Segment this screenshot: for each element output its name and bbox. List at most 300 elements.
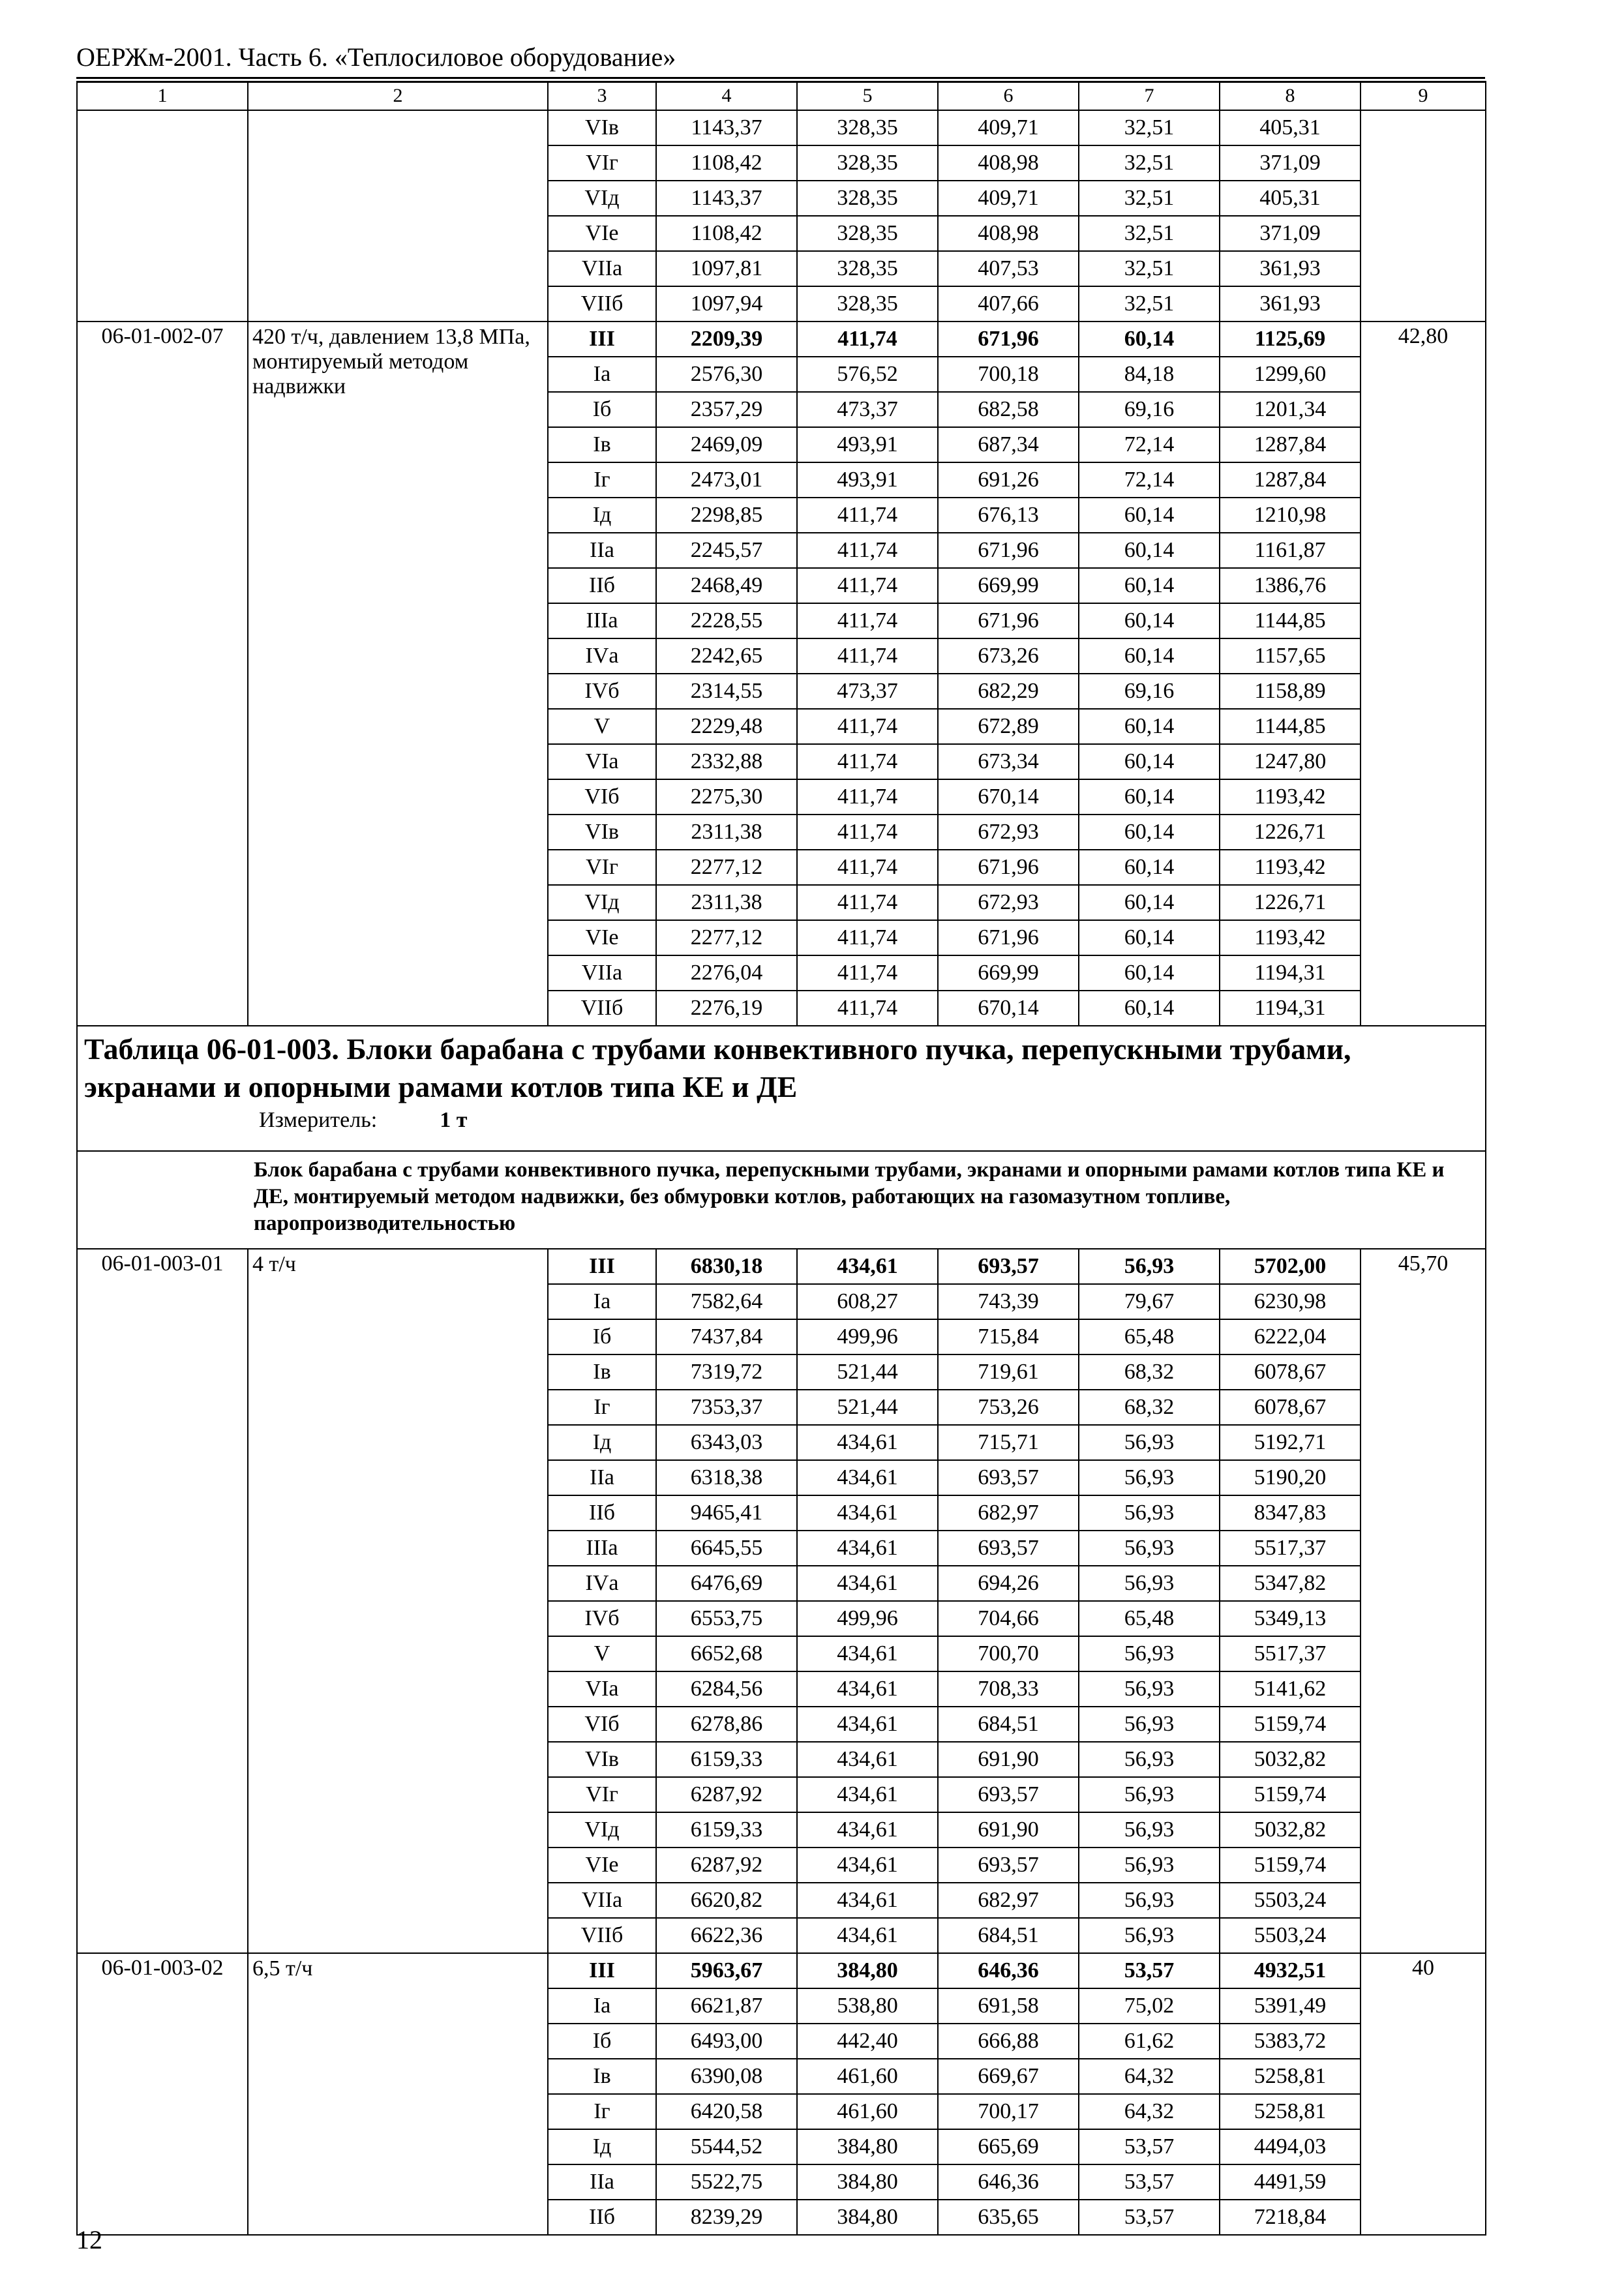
column-number-cell: 8 (1220, 82, 1361, 110)
table-cell-c3: VIIа (548, 955, 656, 991)
table-cell-c7: 56,93 (1079, 1460, 1220, 1495)
table-cell-c3: VIа (548, 1671, 656, 1707)
table-cell-c7: 56,93 (1079, 1848, 1220, 1883)
table-cell-c7: 56,93 (1079, 1883, 1220, 1918)
table-cell-c6: 684,51 (938, 1707, 1079, 1742)
table-cell-c7: 60,14 (1079, 920, 1220, 955)
table-cell-c4: 6621,87 (656, 1988, 797, 2024)
table-cell-c3: VIб (548, 1707, 656, 1742)
table-cell-c6: 700,18 (938, 357, 1079, 392)
item-code-cell: 06-01-002-07 (77, 322, 248, 1026)
table-cell-c4: 6622,36 (656, 1918, 797, 1953)
column-number-cell: 3 (548, 82, 656, 110)
table-cell-c4: 2311,38 (656, 815, 797, 850)
table-cell-c6: 743,39 (938, 1284, 1079, 1319)
table-cell-c5: 328,35 (797, 145, 938, 181)
column-number-cell: 7 (1079, 82, 1220, 110)
table-cell-c6: 691,26 (938, 462, 1079, 498)
table-cell-c7: 60,14 (1079, 568, 1220, 603)
table-cell-c7: 64,32 (1079, 2059, 1220, 2094)
table-cell-c8: 5141,62 (1220, 1671, 1361, 1707)
table-cell-c3: VIв (548, 815, 656, 850)
table-cell-c5: 328,35 (797, 251, 938, 286)
item-name-cell: 420 т/ч, давлением 13,8 МПа, монтируемый методом надвижки (248, 322, 548, 1026)
table-cell-c7: 60,14 (1079, 850, 1220, 885)
table-cell-c4: 6284,56 (656, 1671, 797, 1707)
table-cell-c5: 434,61 (797, 1531, 938, 1566)
table-cell-c3: VIIб (548, 1918, 656, 1953)
table-cell-c5: 384,80 (797, 1953, 938, 1988)
table-cell-c6: 673,34 (938, 744, 1079, 779)
table-cell-c5: 434,61 (797, 1566, 938, 1601)
table-cell-c8: 6078,67 (1220, 1390, 1361, 1425)
table-cell-c4: 6343,03 (656, 1425, 797, 1460)
table-cell-c4: 1143,37 (656, 110, 797, 145)
table-cell-c8: 5517,37 (1220, 1636, 1361, 1671)
table-cell-c4: 6476,69 (656, 1566, 797, 1601)
item-mass-cell: 45,70 (1361, 1249, 1486, 1953)
table-cell-c8: 1299,60 (1220, 357, 1361, 392)
table-cell-c6: 407,66 (938, 286, 1079, 322)
table-cell-c8: 1247,80 (1220, 744, 1361, 779)
table-cell-c6: 694,26 (938, 1566, 1079, 1601)
table-cell-c4: 6318,38 (656, 1460, 797, 1495)
table-cell-c7: 56,93 (1079, 1531, 1220, 1566)
table-cell-c8: 1287,84 (1220, 427, 1361, 462)
table-cell-c5: 434,61 (797, 1812, 938, 1848)
table-cell-c3: Iа (548, 1988, 656, 2024)
table-cell-c6: 635,65 (938, 2200, 1079, 2235)
table-cell-c8: 5192,71 (1220, 1425, 1361, 1460)
table-cell-c4: 6159,33 (656, 1742, 797, 1777)
table-cell-c3: IIа (548, 2164, 656, 2200)
column-number-cell: 1 (77, 82, 248, 110)
table-cell-c7: 53,57 (1079, 2200, 1220, 2235)
table-cell-c4: 6553,75 (656, 1601, 797, 1636)
table-cell-c3: IVб (548, 1601, 656, 1636)
table-cell-c3: VIг (548, 145, 656, 181)
table-cell-c4: 2473,01 (656, 462, 797, 498)
table-cell-c7: 53,57 (1079, 1953, 1220, 1988)
table-cell-c4: 6652,68 (656, 1636, 797, 1671)
table-cell-c6: 687,34 (938, 427, 1079, 462)
table-cell-c6: 693,57 (938, 1460, 1079, 1495)
table-cell-c7: 56,93 (1079, 1742, 1220, 1777)
table-cell-c4: 2277,12 (656, 920, 797, 955)
table-cell-c3: VIг (548, 850, 656, 885)
table-cell-c5: 411,74 (797, 815, 938, 850)
table-cell-c3: Iг (548, 1390, 656, 1425)
table-cell-c3: Iб (548, 392, 656, 427)
table-cell-c6: 409,71 (938, 110, 1079, 145)
table-cell-c3: VIг (548, 1777, 656, 1812)
table-cell-c8: 1144,85 (1220, 709, 1361, 744)
table-cell-c3: III (548, 1249, 656, 1284)
table-cell-c6: 691,90 (938, 1812, 1079, 1848)
table-cell-c8: 4491,59 (1220, 2164, 1361, 2200)
item-code-cell: 06-01-003-01 (77, 1249, 248, 1953)
table-cell-c6: 704,66 (938, 1601, 1079, 1636)
price-table (76, 81, 1486, 2236)
table-cell-c6: 682,29 (938, 674, 1079, 709)
table-cell-c3: VIIа (548, 251, 656, 286)
table-cell-c3: VIа (548, 744, 656, 779)
table-cell-c3: V (548, 709, 656, 744)
table-cell-c7: 56,93 (1079, 1918, 1220, 1953)
table-cell-c3: Iг (548, 2094, 656, 2129)
column-number-cell: 4 (656, 82, 797, 110)
table-cell-c8: 5032,82 (1220, 1742, 1361, 1777)
table-cell-c4: 6620,82 (656, 1883, 797, 1918)
table-cell-c8: 5258,81 (1220, 2059, 1361, 2094)
table-cell-c8: 1287,84 (1220, 462, 1361, 498)
table-cell-c3: V (548, 1636, 656, 1671)
table-cell-c7: 60,14 (1079, 744, 1220, 779)
table-cell-c8: 5503,24 (1220, 1883, 1361, 1918)
measure-label: Измеритель: (259, 1108, 378, 1132)
table-cell-c5: 411,74 (797, 955, 938, 991)
table-cell-c6: 682,97 (938, 1883, 1079, 1918)
table-cell-c5: 499,96 (797, 1319, 938, 1354)
table-cell-c8: 1158,89 (1220, 674, 1361, 709)
table-cell-c5: 434,61 (797, 1671, 938, 1707)
table-cell-c5: 384,80 (797, 2129, 938, 2164)
table-cell-c6: 676,13 (938, 498, 1079, 533)
table-cell-c4: 2229,48 (656, 709, 797, 744)
table-cell-c3: VIIб (548, 286, 656, 322)
table-row (77, 110, 1486, 145)
table-cell-c7: 56,93 (1079, 1495, 1220, 1531)
table-cell-c7: 68,32 (1079, 1390, 1220, 1425)
measure-line (259, 1107, 1479, 1133)
table-cell-c6: 671,96 (938, 850, 1079, 885)
table-cell-c8: 1125,69 (1220, 322, 1361, 357)
table-cell-c5: 328,35 (797, 216, 938, 251)
table-cell-c5: 434,61 (797, 1742, 938, 1777)
table-cell-c4: 6420,58 (656, 2094, 797, 2129)
table-cell-c7: 72,14 (1079, 462, 1220, 498)
table-cell-c8: 1157,65 (1220, 638, 1361, 674)
table-title: Таблица 06-01-003. Блоки барабана с трубами конвективного пучка, перепускными трубами, экранами и опорными рамами котлов типа КЕ и ДЕ (84, 1032, 1351, 1103)
table-cell-c3: Iб (548, 2024, 656, 2059)
table-cell-c4: 2228,55 (656, 603, 797, 638)
table-cell-c3: IVа (548, 638, 656, 674)
table-cell-c4: 2298,85 (656, 498, 797, 533)
item-code-cell: 06-01-003-02 (77, 1953, 248, 2235)
table-cell-c7: 69,16 (1079, 674, 1220, 709)
table-cell-c8: 7218,84 (1220, 2200, 1361, 2235)
item-code-cell (77, 110, 248, 322)
table-cell-c5: 411,74 (797, 920, 938, 955)
table-cell-c6: 693,57 (938, 1531, 1079, 1566)
table-cell-c6: 693,57 (938, 1249, 1079, 1284)
table-cell-c5: 608,27 (797, 1284, 938, 1319)
table-cell-c7: 56,93 (1079, 1812, 1220, 1848)
table-cell-c4: 7319,72 (656, 1354, 797, 1390)
table-cell-c8: 5159,74 (1220, 1848, 1361, 1883)
table-cell-c8: 5159,74 (1220, 1707, 1361, 1742)
table-cell-c3: Iб (548, 1319, 656, 1354)
table-cell-c7: 61,62 (1079, 2024, 1220, 2059)
table-cell-c6: 646,36 (938, 2164, 1079, 2200)
table-cell-c7: 68,32 (1079, 1354, 1220, 1390)
table-cell-c6: 669,67 (938, 2059, 1079, 2094)
table-cell-c7: 32,51 (1079, 251, 1220, 286)
table-cell-c6: 669,99 (938, 955, 1079, 991)
table-cell-c6: 669,99 (938, 568, 1079, 603)
column-number-cell: 6 (938, 82, 1079, 110)
page-header: ОЕРЖм-2001. Часть 6. «Теплосиловое оборудование» (76, 42, 676, 72)
table-cell-c3: VIб (548, 779, 656, 815)
table-cell-c7: 72,14 (1079, 427, 1220, 462)
table-cell-c4: 7437,84 (656, 1319, 797, 1354)
table-cell-c8: 371,09 (1220, 216, 1361, 251)
table-cell-c8: 1226,71 (1220, 815, 1361, 850)
table-cell-c3: VIе (548, 216, 656, 251)
table-cell-c4: 6287,92 (656, 1848, 797, 1883)
table-cell-c4: 2468,49 (656, 568, 797, 603)
table-cell-c7: 60,14 (1079, 815, 1220, 850)
table-cell-c5: 411,74 (797, 991, 938, 1026)
table-cell-c3: VIIб (548, 991, 656, 1026)
table-cell-c8: 1193,42 (1220, 779, 1361, 815)
table-cell-c8: 1194,31 (1220, 955, 1361, 991)
table-cell-c4: 2311,38 (656, 885, 797, 920)
table-cell-c3: IIа (548, 1460, 656, 1495)
table-cell-c5: 411,74 (797, 709, 938, 744)
table-cell-c6: 684,51 (938, 1918, 1079, 1953)
table-cell-c7: 56,93 (1079, 1707, 1220, 1742)
table-cell-c7: 75,02 (1079, 1988, 1220, 2024)
table-cell-c7: 69,16 (1079, 392, 1220, 427)
table-cell-c7: 56,93 (1079, 1671, 1220, 1707)
table-cell-c3: VIд (548, 1812, 656, 1848)
table-cell-c7: 60,14 (1079, 991, 1220, 1026)
table-heading-cell (77, 1026, 1486, 1151)
table-cell-c5: 384,80 (797, 2164, 938, 2200)
table-cell-c4: 2332,88 (656, 744, 797, 779)
table-cell-c6: 691,58 (938, 1988, 1079, 2024)
group-description-row (77, 1151, 1486, 1249)
table-cell-c3: IIIа (548, 1531, 656, 1566)
table-cell-c7: 56,93 (1079, 1566, 1220, 1601)
table-cell-c6: 408,98 (938, 145, 1079, 181)
table-cell-c3: Iв (548, 427, 656, 462)
table-cell-c8: 5190,20 (1220, 1460, 1361, 1495)
table-cell-c5: 411,74 (797, 568, 938, 603)
table-cell-c6: 715,84 (938, 1319, 1079, 1354)
table-cell-c7: 60,14 (1079, 955, 1220, 991)
table-cell-c4: 2277,12 (656, 850, 797, 885)
item-name-cell: 4 т/ч (248, 1249, 548, 1953)
table-cell-c8: 405,31 (1220, 110, 1361, 145)
table-cell-c5: 411,74 (797, 885, 938, 920)
table-cell-c5: 473,37 (797, 392, 938, 427)
table-cell-c8: 6078,67 (1220, 1354, 1361, 1390)
table-cell-c6: 646,36 (938, 1953, 1079, 1988)
table-cell-c7: 32,51 (1079, 286, 1220, 322)
table-row (77, 1953, 1486, 1988)
table-cell-c8: 1193,42 (1220, 920, 1361, 955)
table-cell-c5: 434,61 (797, 1460, 938, 1495)
column-number-cell: 9 (1361, 82, 1486, 110)
table-cell-c3: Iв (548, 1354, 656, 1390)
table-cell-c6: 691,90 (938, 1742, 1079, 1777)
table-cell-c8: 5391,49 (1220, 1988, 1361, 2024)
table-cell-c6: 700,17 (938, 2094, 1079, 2129)
table-cell-c8: 5503,24 (1220, 1918, 1361, 1953)
table-cell-c7: 56,93 (1079, 1636, 1220, 1671)
table-cell-c7: 56,93 (1079, 1249, 1220, 1284)
table-cell-c3: VIд (548, 181, 656, 216)
table-cell-c5: 576,52 (797, 357, 938, 392)
table-cell-c5: 499,96 (797, 1601, 938, 1636)
table-cell-c8: 5517,37 (1220, 1531, 1361, 1566)
table-cell-c5: 384,80 (797, 2200, 938, 2235)
group-description: Блок барабана с трубами конвективного пучка, перепускными трубами, экранами и опорными рамами котлов типа КЕ и ДЕ, монтируемый методом надвижки, без обмуровки котлов, работающих на газомазутном топливе, паропроизводительностью (77, 1151, 1486, 1249)
table-cell-c7: 84,18 (1079, 357, 1220, 392)
table-cell-c5: 521,44 (797, 1354, 938, 1390)
table-cell-c4: 2276,04 (656, 955, 797, 991)
table-cell-c5: 461,60 (797, 2059, 938, 2094)
table-cell-c3: Iв (548, 2059, 656, 2094)
table-cell-c4: 6287,92 (656, 1777, 797, 1812)
table-cell-c5: 434,61 (797, 1425, 938, 1460)
table-cell-c8: 5032,82 (1220, 1812, 1361, 1848)
table-heading-row (77, 1026, 1486, 1151)
table-cell-c6: 700,70 (938, 1636, 1079, 1671)
table-cell-c3: Iд (548, 1425, 656, 1460)
table-cell-c4: 6278,86 (656, 1707, 797, 1742)
table-cell-c7: 56,93 (1079, 1777, 1220, 1812)
table-cell-c4: 1097,81 (656, 251, 797, 286)
table-cell-c4: 2576,30 (656, 357, 797, 392)
table-cell-c5: 328,35 (797, 286, 938, 322)
table-cell-c5: 442,40 (797, 2024, 938, 2059)
table-cell-c6: 682,58 (938, 392, 1079, 427)
table-cell-c8: 5383,72 (1220, 2024, 1361, 2059)
table-cell-c3: IIб (548, 568, 656, 603)
table-cell-c6: 670,14 (938, 779, 1079, 815)
table-cell-c4: 9465,41 (656, 1495, 797, 1531)
table-cell-c4: 6645,55 (656, 1531, 797, 1566)
table-cell-c5: 411,74 (797, 322, 938, 357)
table-cell-c5: 434,61 (797, 1848, 938, 1883)
table-cell-c5: 461,60 (797, 2094, 938, 2129)
table-cell-c5: 411,74 (797, 533, 938, 568)
table-cell-c6: 671,96 (938, 322, 1079, 357)
table-cell-c8: 8347,83 (1220, 1495, 1361, 1531)
table-cell-c5: 434,61 (797, 1707, 938, 1742)
table-cell-c4: 6159,33 (656, 1812, 797, 1848)
table-cell-c7: 32,51 (1079, 145, 1220, 181)
table-cell-c5: 328,35 (797, 110, 938, 145)
table-cell-c6: 409,71 (938, 181, 1079, 216)
table-cell-c4: 2469,09 (656, 427, 797, 462)
measure-value: 1 т (440, 1108, 468, 1132)
table-cell-c6: 672,89 (938, 709, 1079, 744)
table-cell-c6: 671,96 (938, 920, 1079, 955)
table-cell-c8: 5347,82 (1220, 1566, 1361, 1601)
table-cell-c7: 32,51 (1079, 181, 1220, 216)
table-cell-c4: 8239,29 (656, 2200, 797, 2235)
table-cell-c5: 411,74 (797, 779, 938, 815)
table-cell-c7: 60,14 (1079, 885, 1220, 920)
table-cell-c5: 434,61 (797, 1777, 938, 1812)
table-cell-c4: 5963,67 (656, 1953, 797, 1988)
header-rule (76, 77, 1485, 79)
column-number-row (77, 82, 1486, 110)
table-cell-c5: 411,74 (797, 744, 938, 779)
table-cell-c5: 434,61 (797, 1636, 938, 1671)
table-cell-c7: 53,57 (1079, 2129, 1220, 2164)
table-cell-c7: 60,14 (1079, 498, 1220, 533)
table-cell-c3: VIд (548, 885, 656, 920)
table-cell-c8: 4494,03 (1220, 2129, 1361, 2164)
table-cell-c7: 64,32 (1079, 2094, 1220, 2129)
table-cell-c7: 56,93 (1079, 1425, 1220, 1460)
table-cell-c4: 6390,08 (656, 2059, 797, 2094)
table-cell-c8: 1226,71 (1220, 885, 1361, 920)
table-cell-c8: 361,93 (1220, 251, 1361, 286)
table-cell-c4: 2276,19 (656, 991, 797, 1026)
table-cell-c7: 60,14 (1079, 322, 1220, 357)
table-cell-c5: 411,74 (797, 498, 938, 533)
table-cell-c6: 672,93 (938, 885, 1079, 920)
table-cell-c6: 673,26 (938, 638, 1079, 674)
table-cell-c6: 693,57 (938, 1777, 1079, 1812)
table-cell-c6: 671,96 (938, 603, 1079, 638)
table-cell-c8: 5702,00 (1220, 1249, 1361, 1284)
table-cell-c6: 682,97 (938, 1495, 1079, 1531)
table-cell-c6: 670,14 (938, 991, 1079, 1026)
table-cell-c7: 65,48 (1079, 1319, 1220, 1354)
table-cell-c4: 7582,64 (656, 1284, 797, 1319)
table-cell-c6: 693,57 (938, 1848, 1079, 1883)
item-mass-cell: 40 (1361, 1953, 1486, 2235)
table-cell-c8: 6230,98 (1220, 1284, 1361, 1319)
table-cell-c5: 411,74 (797, 850, 938, 885)
table-cell-c3: Iд (548, 2129, 656, 2164)
table-cell-c3: VIв (548, 1742, 656, 1777)
table-cell-c7: 53,57 (1079, 2164, 1220, 2200)
table-cell-c4: 7353,37 (656, 1390, 797, 1425)
table-cell-c7: 60,14 (1079, 603, 1220, 638)
table-cell-c8: 1386,76 (1220, 568, 1361, 603)
table-cell-c8: 1210,98 (1220, 498, 1361, 533)
table-cell-c3: IIб (548, 2200, 656, 2235)
table-cell-c3: Iг (548, 462, 656, 498)
table-cell-c3: IVб (548, 674, 656, 709)
table-cell-c5: 473,37 (797, 674, 938, 709)
item-mass-cell: 42,80 (1361, 322, 1486, 1026)
table-cell-c8: 5159,74 (1220, 1777, 1361, 1812)
table-cell-c4: 2275,30 (656, 779, 797, 815)
table-cell-c4: 6830,18 (656, 1249, 797, 1284)
table-cell-c6: 753,26 (938, 1390, 1079, 1425)
table-cell-c8: 371,09 (1220, 145, 1361, 181)
table-cell-c4: 5522,75 (656, 2164, 797, 2200)
table-cell-c5: 434,61 (797, 1883, 938, 1918)
table-cell-c8: 1193,42 (1220, 850, 1361, 885)
table-cell-c6: 672,93 (938, 815, 1079, 850)
table-cell-c4: 1097,94 (656, 286, 797, 322)
table-cell-c7: 32,51 (1079, 216, 1220, 251)
table-cell-c4: 2242,65 (656, 638, 797, 674)
table-cell-c7: 32,51 (1079, 110, 1220, 145)
table-cell-c6: 708,33 (938, 1671, 1079, 1707)
table-cell-c3: IVа (548, 1566, 656, 1601)
